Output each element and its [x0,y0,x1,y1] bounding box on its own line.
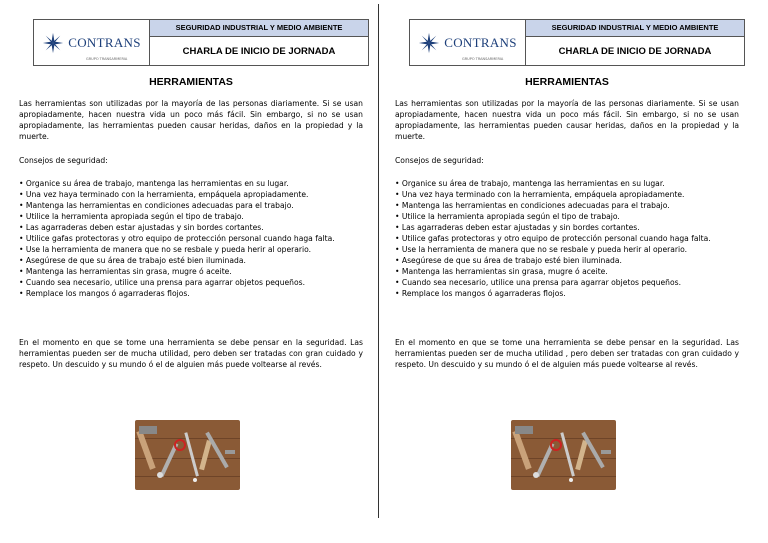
tip-item: • Organice su área de trabajo, mantenga las herramientas en su lugar. [19,179,289,188]
star-logo-icon [42,32,64,54]
company-line: SEGURIDAD INDUSTRIAL Y MEDIO AMBIENTE [526,20,744,37]
tip-item: • Utilice la herramienta apropiada según el tipo de trabajo. [19,212,244,221]
intro-paragraph: Las herramientas son utilizadas por la mayoría de las personas diariamente. Si se usan apropiadamente, hacen nuestra vida un poco más fácil. Sin embargo, si no se usan apropiadamente, las herramientas pueden causar heridas, daños en la propiedad y la muerte. [19,99,363,141]
tip-item: • Una vez haya terminado con la herramienta, empáquela apropiadamente. [19,190,309,199]
tip-item: • Asegúrese de que su área de trabajo esté bien iluminada. [19,256,246,265]
tips-list [19,178,365,299]
tip-item: • Remplace los mangos ó agarraderas flojos. [19,289,190,298]
tip-item: • Organice su área de trabajo, mantenga las herramientas en su lugar. [395,179,665,188]
logo-subtext: GRUPO TRANSARMERIA [86,57,128,61]
tip-item: • Mantenga las herramientas sin grasa, mugre ó aceite. [19,267,232,276]
tip-item: • Use la herramienta de manera que no se resbale y pueda herir al operario. [395,245,688,254]
doc-title: CHARLA DE INICIO DE JORNADA [182,45,336,57]
tip-item: • Remplace los mangos ó agarraderas flojos. [395,289,566,298]
page-title: HERRAMIENTAS [149,76,233,88]
tip-item: • Utilice gafas protectoras y otro equipo de protección personal cuando haga falta. [395,234,711,243]
tools-photo [135,420,240,490]
tip-item: • Utilice gafas protectoras y otro equipo de protección personal cuando haga falta. [19,234,335,243]
logo-subtext: GRUPO TRANSARMERIA [462,57,504,61]
tip-item: • Asegúrese de que su área de trabajo esté bien iluminada. [395,256,622,265]
intro-paragraph: Las herramientas son utilizadas por la mayoría de las personas diariamente. Si se usan apropiadamente, hacen nuestra vida un poco más fácil. Sin embargo, si no se usan apropiadamente, las herramientas pueden causar heridas, daños en la propiedad y la muerte. [395,99,739,141]
tip-item: • Cuando sea necesario, utilice una prensa para agarrar objetos pequeños. [19,278,306,287]
document-page-left [17,0,377,543]
page-divider [378,4,379,518]
page-title: HERRAMIENTAS [525,76,609,88]
closing-paragraph: En el momento en que se tome una herramienta se debe pensar en la seguridad. Las herramientas pueden ser de mucha utilidad , pero deben ser tratadas con gran cuidado y respeto. Un descuido y su mundo ó el de alguien más puede voltearse al revés. [395,338,739,369]
document-page-right [393,0,753,543]
tip-item: • Las agarraderas deben estar ajustadas y sin bordes cortantes. [395,223,640,232]
tips-list [395,178,741,299]
tip-item: • Mantenga las herramientas en condiciones adecuadas para el trabajo. [19,201,294,210]
logo-text: CONTRANS [444,34,517,50]
tips-heading: Consejos de seguridad: [395,156,484,165]
doc-header [409,19,745,66]
logo [410,20,526,65]
doc-title: CHARLA DE INICIO DE JORNADA [558,45,712,57]
logo [34,20,150,65]
tip-item: • Utilice la herramienta apropiada según el tipo de trabajo. [395,212,620,221]
logo-text: CONTRANS [68,34,141,50]
doc-header [33,19,369,66]
tip-item: • Mantenga las herramientas sin grasa, mugre ó aceite. [395,267,608,276]
tip-item: • Las agarraderas deben estar ajustadas y sin bordes cortantes. [19,223,264,232]
tip-item: • Mantenga las herramientas en condiciones adecuadas para el trabajo. [395,201,670,210]
tools-photo [511,420,616,490]
tip-item: • Una vez haya terminado con la herramienta, empáquela apropiadamente. [395,190,685,199]
company-line: SEGURIDAD INDUSTRIAL Y MEDIO AMBIENTE [150,20,368,37]
star-logo-icon [418,32,440,54]
header-right [150,20,368,65]
tip-item: • Cuando sea necesario, utilice una prensa para agarrar objetos pequeños. [395,278,682,287]
header-right [526,20,744,65]
tips-heading: Consejos de seguridad: [19,156,108,165]
closing-paragraph: En el momento en que se tome una herramienta se debe pensar en la seguridad. Las herramientas pueden ser de mucha utilidad, pero deben ser tratadas con gran cuidado y respeto. Un descuido y su mundo ó el de alguien más puede voltearse al revés. [19,338,363,369]
tip-item: • Use la herramienta de manera que no se resbale y pueda herir al operario. [19,245,312,254]
